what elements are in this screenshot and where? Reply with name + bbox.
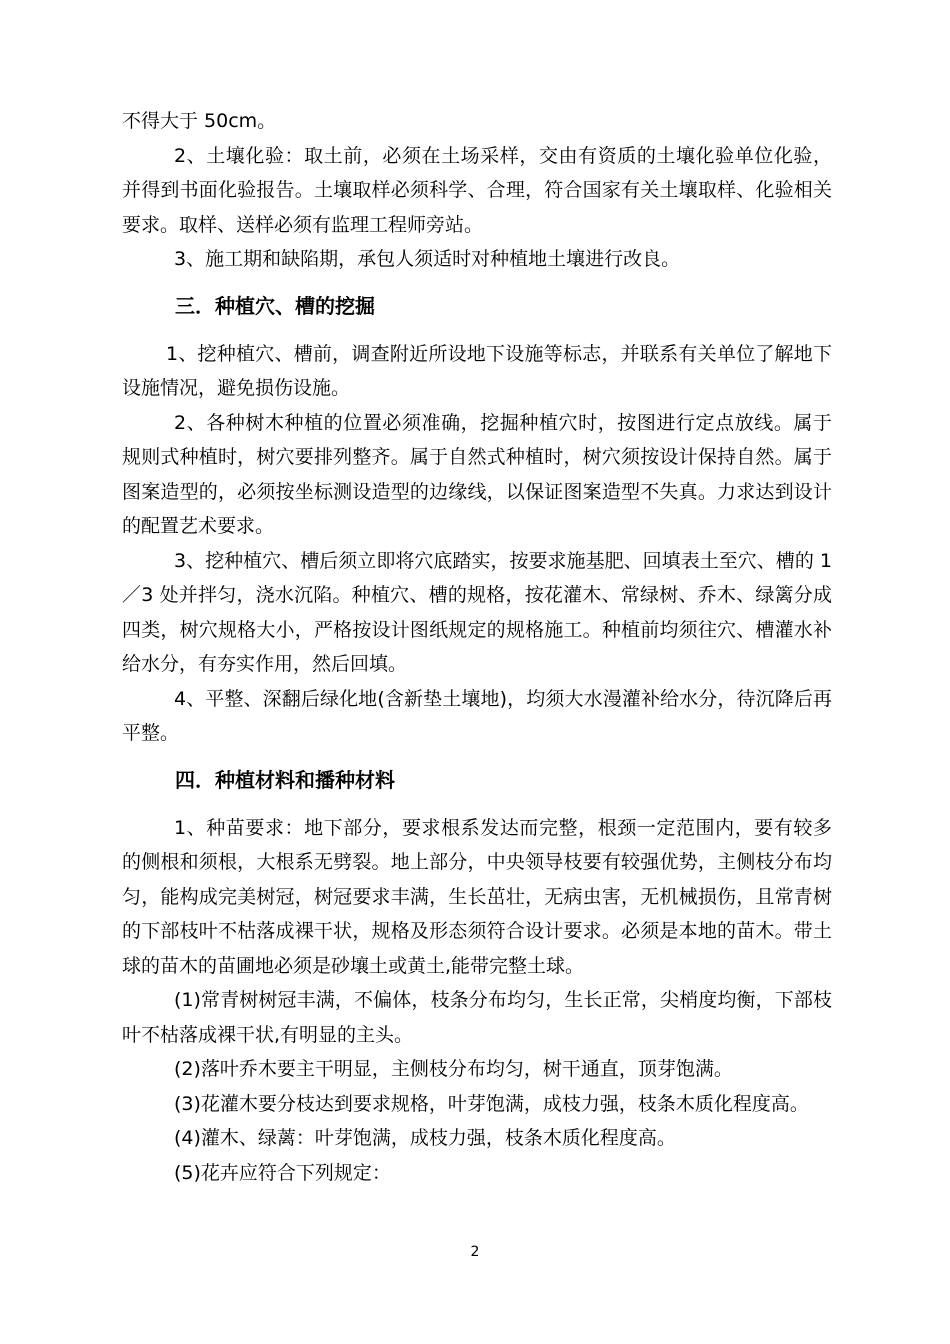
page-number: 2 [470, 1244, 480, 1260]
paragraph-materials-1: 1、种苗要求：地下部分，要求根系发达而完整，根颈一定范围内，要有较多的侧根和须根，大根系无劈裂。地上部分，中央领导枝要有较强优势，主侧枝分布均匀，能构成完美树冠，树冠要求丰满，生长茁壮，无病虫害，无机械损伤，且常青树的下部枝叶不枯落成裸干状，规格及形态须符合设计要求。必须是本地的苗木。带土球的苗木的苗圃地必须是砂壤土或黄土,能带完整土球。 [122, 816, 832, 977]
paragraph-continuation: 不得大于 50cm。 [122, 110, 277, 132]
paragraph-materials-flowers: (5)花卉应符合下列规定： [174, 1161, 391, 1184]
section-heading-planting-materials: 四．种植材料和播种材料 [175, 767, 395, 792]
paragraph-soil-improvement: 3、施工期和缺陷期，承包人须适时对种植地土壤进行改良。 [174, 248, 681, 270]
paragraph-soil-testing: 2、土壤化验：取土前，必须在土场采样，交由有资质的土壤化验单位化验，并得到书面化验报告。土壤取样必须科学、合理，符合国家有关土壤取样、化验相关要求。取样、送样必须有监理工程师旁站。 [122, 144, 832, 236]
paragraph-pit-2: 2、各种树木种植的位置必须准确，挖掘种植穴时，按图进行定点放线。属于规则式种植时，树穴要排列整齐。属于自然式种植时，树穴须按设计保持自然。属于图案造型的，必须按坐标测设造型的边缘线，以保证图案造型不失真。力求达到设计的配置艺术要求。 [122, 411, 832, 537]
section-heading-pit-digging: 三．种植穴、槽的挖掘 [175, 293, 375, 318]
paragraph-pit-4: 4、平整、深翻后绿化地(含新垫土壤地)，均须大水漫灌补给水分，待沉降后再平整。 [122, 687, 832, 744]
document-body [122, 104, 832, 1190]
paragraph-pit-1: 1、挖种植穴、槽前，调查附近所设地下设施等标志，并联系有关单位了解地下设施情况，避免损伤设施。 [122, 342, 832, 399]
paragraph-materials-evergreen: (1)常青树树冠丰满，不偏体，枝条分布均匀，生长正常，尖梢度均衡，下部枝叶不枯落成裸干状,有明显的主头。 [122, 989, 832, 1046]
paragraph-pit-3: 3、挖种植穴、槽后须立即将穴底踏实，按要求施基肥、回填表土至穴、槽的 1／3 处并拌匀，浇水沉陷。种植穴、槽的规格，按花灌木、常绿树、乔木、绿篱分成四类，树穴规格大小，严格按设计图纸规定的规格施工。种植前均须往穴、槽灌水补给水分，有夯实作用，然后回填。 [122, 549, 832, 675]
paragraph-materials-shrubs: (3)花灌木要分枝达到要求规格，叶芽饱满，成枝力强，枝条木质化程度高。 [174, 1092, 809, 1115]
paragraph-materials-deciduous: (2)落叶乔木要主干明显，主侧枝分布均匀，树干通直，顶芽饱满。 [174, 1058, 733, 1080]
paragraph-materials-hedges: (4)灌木、绿蓠：叶芽饱满，成枝力强，枝条木质化程度高。 [174, 1127, 676, 1149]
